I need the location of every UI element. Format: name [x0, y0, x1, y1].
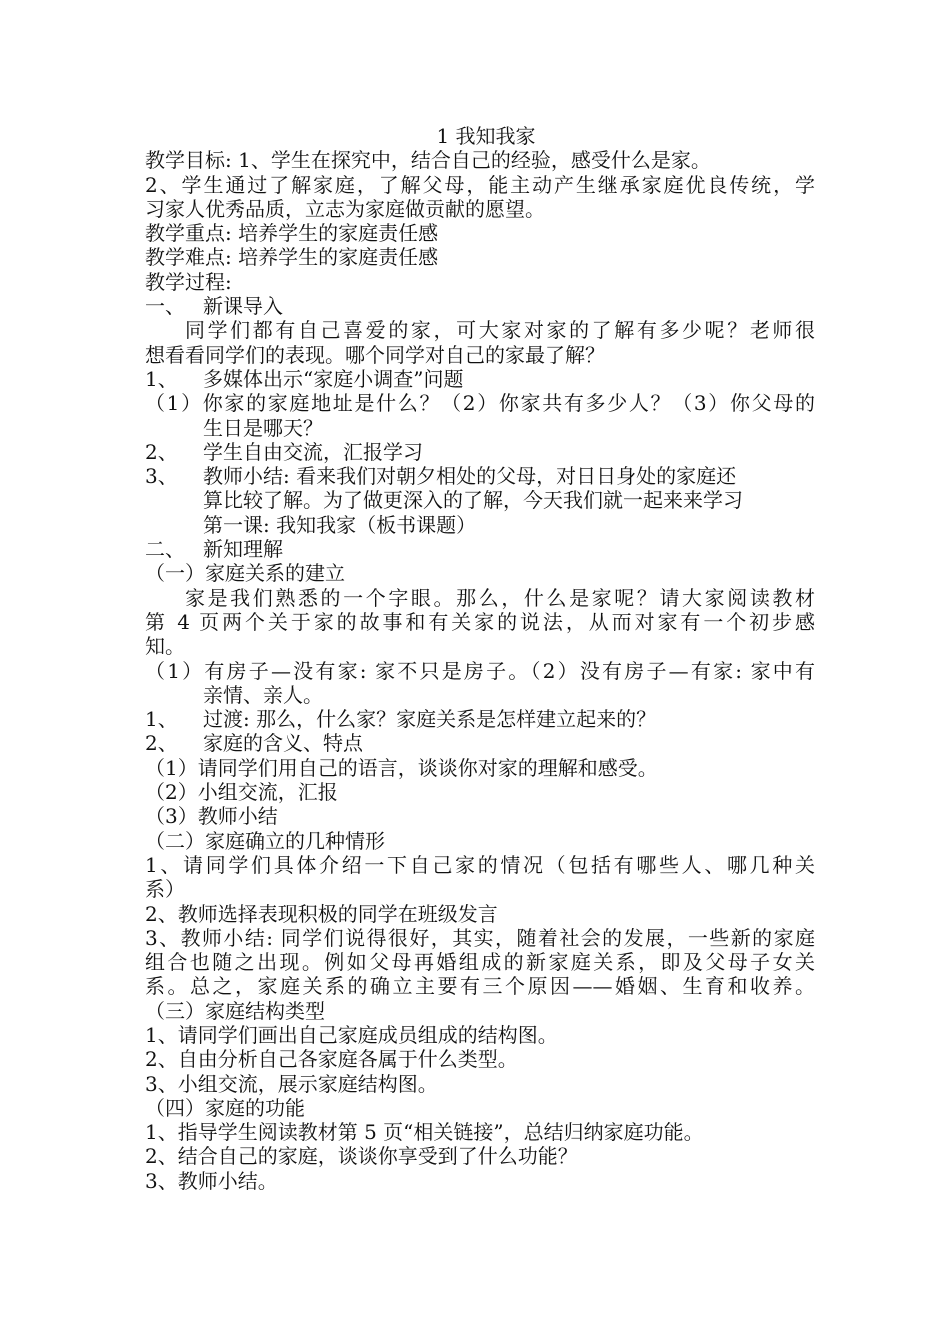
- item-number: 2、: [145, 731, 178, 756]
- list-item: （2）小组交流，汇报: [145, 780, 338, 805]
- paragraph-line: 想看看同学们的表现。哪个同学对自己的家最了解？: [145, 342, 605, 367]
- item-text-cont: 算比较了解。为了做更深入的了解，今天我们就一起来来学习: [203, 488, 743, 513]
- subsection-heading: （四）家庭的功能: [145, 1095, 305, 1120]
- lesson-title: 1 我知我家: [436, 124, 536, 148]
- list-item: [145, 367, 815, 391]
- section-heading-1: [145, 294, 815, 318]
- paragraph-line: 第 4 页两个关于家的故事和有关家的说法，从而对家有一个初步感: [145, 609, 815, 634]
- item-number: 1、: [145, 366, 178, 391]
- list-item: （1）请同学们用自己的语言，谈谈你对家的理解和感受。: [145, 755, 658, 780]
- item-text-cont: 第一课: 我知我家（板书课题）: [203, 512, 477, 537]
- paragraph-line: 同学们都有自己喜爱的家，可大家对家的了解有多少呢？老师很: [185, 318, 815, 343]
- list-item: （3）教师小结: [145, 804, 278, 829]
- list-item: [145, 707, 815, 731]
- document-page: [145, 124, 815, 1193]
- item-text: 教师小结: 看来我们对朝夕相处的父母，对日日身处的家庭还: [203, 464, 737, 489]
- item-number: 3、: [145, 464, 178, 489]
- paragraph-line: （1）有房子—没有家: 家不只是房子。（2）没有房子—有家: 家中有: [145, 658, 815, 683]
- section-heading-2: [145, 537, 815, 561]
- teaching-goal-line: 教学目标: 1、学生在探究中，结合自己的经验，感受什么是家。: [145, 148, 711, 173]
- list-item-cont: 系。总之，家庭关系的确立主要有三个原因——婚姻、生育和收养。: [145, 974, 815, 999]
- survey-questions-line: （1）你家的家庭地址是什么？（2）你家共有多少人？（3）你父母的: [145, 391, 815, 416]
- item-text: 多媒体出示“家庭小调查”问题: [203, 366, 464, 391]
- list-item: [145, 440, 815, 464]
- section-title: 新课导入: [203, 294, 283, 319]
- subsection-heading: （一）家庭关系的建立: [145, 561, 345, 586]
- list-item: 3、教师小结。: [145, 1168, 278, 1193]
- list-item: 3、小组交流，展示家庭结构图。: [145, 1071, 438, 1096]
- teaching-focus: 教学重点: 培养学生的家庭责任感: [145, 221, 439, 246]
- list-item: 1、请同学们具体介绍一下自己家的情况（包括有哪些人、哪几种关: [145, 852, 815, 877]
- list-item: 2、自由分析自己各家庭各属于什么类型。: [145, 1047, 518, 1072]
- teaching-process: 教学过程:: [145, 269, 232, 294]
- list-item: 2、教师选择表现积极的同学在班级发言: [145, 901, 498, 926]
- list-item: 1、指导学生阅读教材第 5 页“相关链接”，总结归纳家庭功能。: [145, 1120, 704, 1145]
- list-item: [145, 464, 815, 488]
- paragraph-line: 家是我们熟悉的一个字眼。那么，什么是家呢？请大家阅读教材: [185, 585, 815, 610]
- list-item: [145, 731, 815, 755]
- paragraph-line-cont: 亲情、亲人。: [203, 682, 323, 707]
- section-number: 二、: [145, 537, 185, 562]
- subsection-heading: （三）家庭结构类型: [145, 998, 325, 1023]
- teaching-goal-2-line: 2、学生通过了解家庭，了解父母，能主动产生继承家庭优良传统，学: [145, 172, 815, 197]
- list-item-cont: 系）: [145, 877, 185, 902]
- item-text: 家庭的含义、特点: [203, 731, 363, 756]
- paragraph-line: 知。: [145, 634, 185, 659]
- list-item: 3、教师小结: 同学们说得很好，其实，随着社会的发展，一些新的家庭: [145, 925, 815, 950]
- subsection-heading: （二）家庭确立的几种情形: [145, 828, 385, 853]
- survey-questions-cont: 生日是哪天？: [203, 415, 323, 440]
- item-text: 学生自由交流，汇报学习: [203, 439, 423, 464]
- list-item: 1、请同学们画出自己家庭成员组成的结构图。: [145, 1022, 558, 1047]
- item-number: 2、: [145, 439, 178, 464]
- item-text: 过渡: 那么，什么家？家庭关系是怎样建立起来的？: [203, 707, 657, 732]
- section-number: 一、: [145, 294, 185, 319]
- list-item: 2、结合自己的家庭，谈谈你享受到了什么功能？: [145, 1144, 578, 1169]
- teaching-difficulty: 教学难点: 培养学生的家庭责任感: [145, 245, 439, 270]
- section-title: 新知理解: [203, 537, 283, 562]
- teaching-goal-2-cont: 习家人优秀品质，立志为家庭做贡献的愿望。: [145, 196, 545, 221]
- list-item-cont: 组合也随之出现。例如父母再婚组成的新家庭关系，即及父母子女关: [145, 950, 815, 975]
- item-number: 1、: [145, 707, 178, 732]
